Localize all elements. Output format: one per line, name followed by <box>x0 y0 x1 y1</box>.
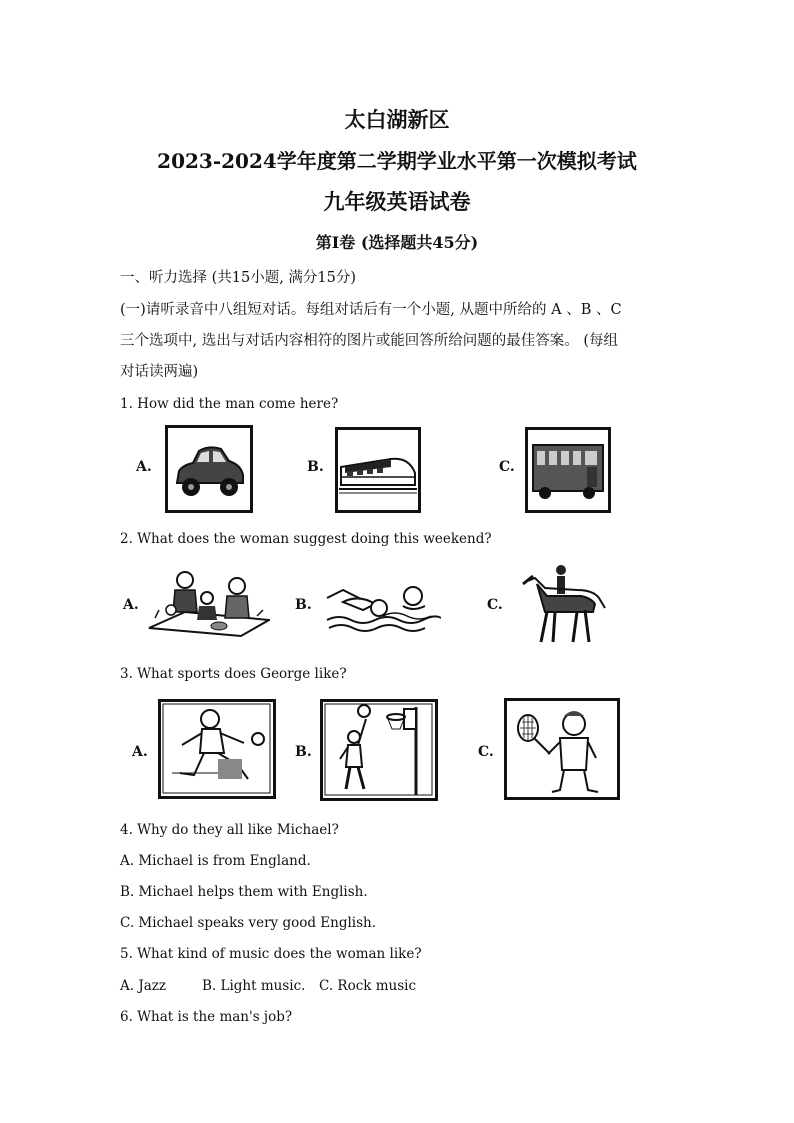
instruction-line-3: 对话读两遍) <box>120 364 199 380</box>
q2-option-a-label[interactable]: A. <box>123 597 139 613</box>
q3-option-c-label[interactable]: C. <box>478 744 494 760</box>
car-icon[interactable] <box>165 425 253 513</box>
q2-option-b-label[interactable]: B. <box>295 597 312 613</box>
exam-title: 2023-2024学年度第二学期学业水平第一次模拟考试 <box>157 149 637 173</box>
question-4: 4. Why do they all like Michael? <box>120 822 339 838</box>
question-3: 3. What sports does George like? <box>120 666 347 682</box>
train-icon[interactable] <box>335 427 421 513</box>
swimming-icon[interactable] <box>323 572 441 642</box>
tennis-icon[interactable] <box>504 698 620 800</box>
paper-title: 九年级英语试卷 <box>323 189 471 214</box>
horse-riding-icon[interactable] <box>515 562 610 646</box>
question-5: 5. What kind of music does the woman like? <box>120 946 422 962</box>
question-2: 2. What does the woman suggest doing this weekend? <box>120 531 492 547</box>
part-title: 第I卷 (选择题共45分) <box>315 233 479 252</box>
q2-option-c-label[interactable]: C. <box>487 597 503 613</box>
q5-option-a[interactable]: A. Jazz <box>120 978 167 994</box>
district-title: 太白湖新区 <box>344 107 450 132</box>
bus-icon[interactable] <box>525 427 611 513</box>
question-6: 6. What is the man's job? <box>120 1009 293 1025</box>
soccer-icon[interactable] <box>158 699 276 799</box>
picnic-icon[interactable] <box>145 566 270 638</box>
q4-option-c[interactable]: C. Michael speaks very good English. <box>120 915 377 931</box>
instruction-line-1: (一)请听录音中八组短对话。每组对话后有一个小题, 从题中所给的 A 、B 、C <box>120 302 622 318</box>
q4-option-b[interactable]: B. Michael helps them with English. <box>120 884 368 900</box>
question-1: 1. How did the man come here? <box>120 396 339 412</box>
q5-option-c[interactable]: C. Rock music <box>319 978 417 994</box>
q1-option-c-label[interactable]: C. <box>499 459 515 475</box>
section-title: 一、听力选择 (共15小题, 满分15分) <box>120 270 357 286</box>
q3-option-b-label[interactable]: B. <box>295 744 312 760</box>
q1-option-a-label[interactable]: A. <box>136 459 152 475</box>
basketball-icon[interactable] <box>320 699 438 801</box>
instruction-line-2: 三个选项中, 选出与对话内容相符的图片或能回答所给问题的最佳答案。 (每组 <box>120 333 618 349</box>
q4-option-a[interactable]: A. Michael is from England. <box>120 853 311 869</box>
q3-option-a-label[interactable]: A. <box>132 744 148 760</box>
q5-option-b[interactable]: B. Light music. <box>202 978 306 994</box>
q1-option-b-label[interactable]: B. <box>307 459 324 475</box>
